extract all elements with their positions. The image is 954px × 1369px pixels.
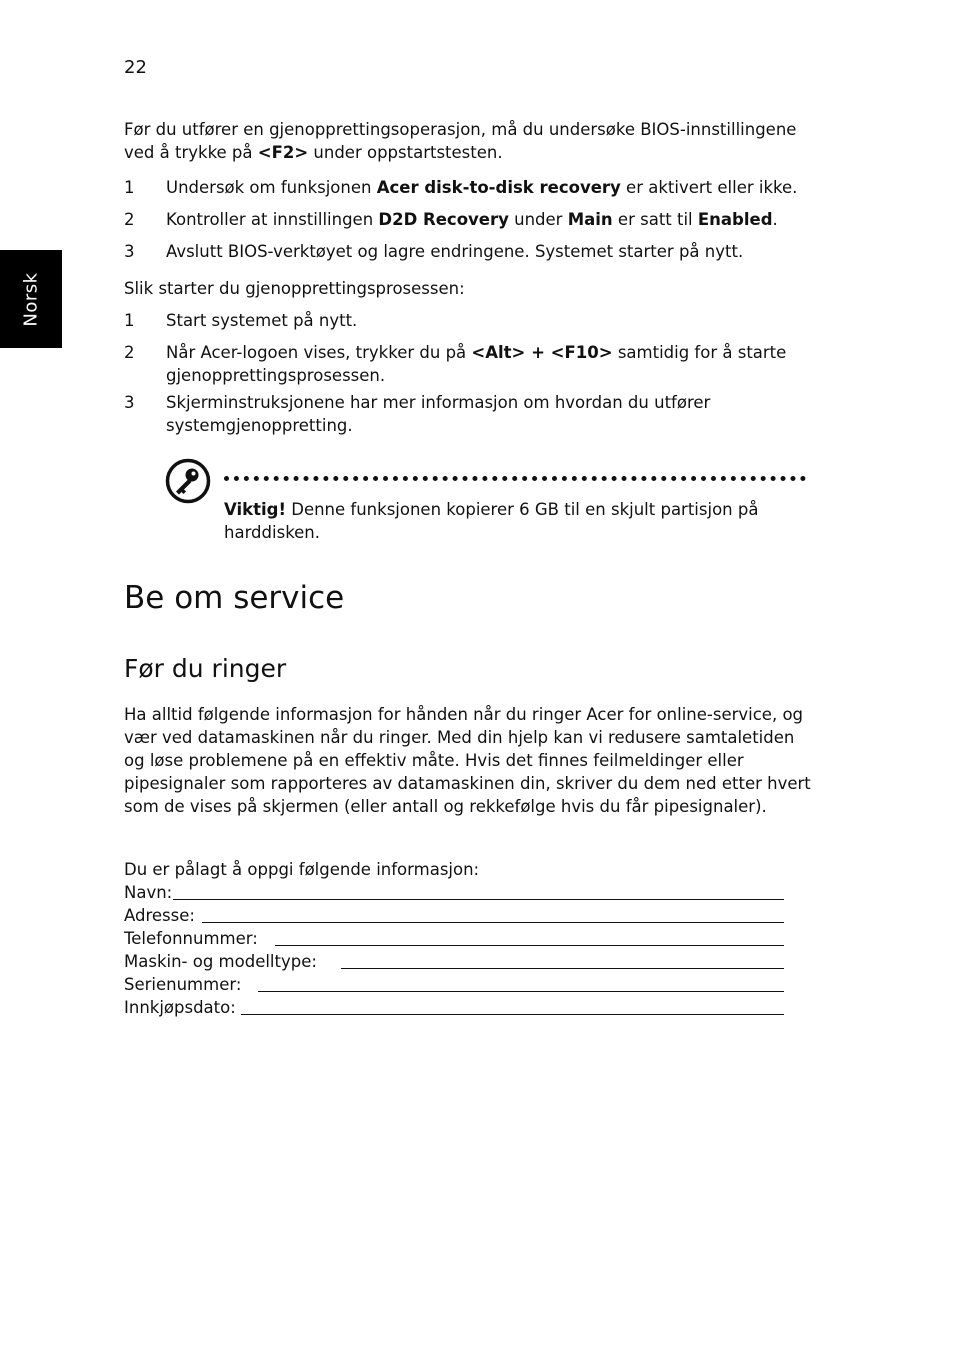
step-text: Når Acer-logoen vises, trykker du på <box>166 343 472 362</box>
form-field-model <box>124 950 814 973</box>
recovery-intro: Slik starter du gjenopprettingsprosessen: <box>124 279 465 298</box>
form-blank-line <box>275 945 784 946</box>
f2-key: <F2> <box>257 143 309 162</box>
intro-text-end: under oppstartstesten. <box>308 143 503 162</box>
form-blank-line <box>341 968 784 969</box>
step-number: 2 <box>124 210 135 229</box>
page-number: 22 <box>124 57 147 78</box>
form-label: Telefonnummer: <box>124 929 258 948</box>
form-field-phone <box>124 927 814 950</box>
step-keyword: Main <box>567 210 613 229</box>
step-keyword: D2D Recovery <box>378 210 509 229</box>
step-keyword: <Alt> + <F10> <box>471 343 613 362</box>
step-text: er satt til <box>612 210 698 229</box>
info-form <box>124 858 814 1019</box>
form-blank-line <box>241 1014 784 1015</box>
form-blank-line <box>173 899 784 900</box>
form-label: Maskin- og modelltype: <box>124 952 317 971</box>
key-icon <box>165 458 211 504</box>
form-blank-line <box>202 922 784 923</box>
form-field-address <box>124 904 814 927</box>
list-item <box>124 240 814 263</box>
language-side-tab <box>0 250 62 348</box>
step-number: 2 <box>124 343 135 362</box>
step-text: Avslutt BIOS-verktøyet og lagre endringene. Systemet starter på nytt. <box>166 242 744 261</box>
section-title: Be om service <box>124 580 345 616</box>
step-number: 3 <box>124 242 135 261</box>
bios-steps-list <box>124 176 814 263</box>
form-blank-line <box>258 991 784 992</box>
note-divider <box>224 476 806 481</box>
list-item <box>124 176 814 199</box>
note-text: Denne funksjonen kopierer 6 GB til en skjult partisjon på harddisken. <box>224 500 759 542</box>
form-label: Innkjøpsdato: <box>124 998 236 1017</box>
intro-text: Før du utfører en gjenopprettingsoperasjon, må du undersøke BIOS-innstillingene ved å trykke på <box>124 120 797 162</box>
section-subtitle: Før du ringer <box>124 654 287 683</box>
form-field-name <box>124 881 814 904</box>
step-text: Skjerminstruksjonene har mer informasjon om hvordan du utfører systemgjenoppretting. <box>166 393 711 435</box>
list-item <box>124 208 814 231</box>
step-text: Start systemet på nytt. <box>166 311 358 330</box>
step-number: 1 <box>124 311 135 330</box>
step-number: 1 <box>124 178 135 197</box>
service-paragraph: Ha alltid følgende informasjon for hånden når du ringer Acer for online-service, og vær ved datamaskinen når du ringer. Med din hjelp kan vi redusere samtaletiden og løse problemene på en effektiv måte. Hvis det finnes feilmeldinger eller pipesignaler som rapporteres av datamaskinen din, skriver du dem ned etter hvert som de vises på skjermen (eller antall og rekkefølge hvis du får pipesignaler). <box>124 705 811 816</box>
form-label: Adresse: <box>124 906 195 925</box>
step-keyword: Acer disk-to-disk recovery <box>376 178 621 197</box>
step-text: Kontroller at innstillingen <box>166 210 379 229</box>
step-keyword: Enabled <box>697 210 773 229</box>
form-intro: Du er pålagt å oppgi følgende informasjon: <box>124 860 480 879</box>
list-item <box>124 341 814 387</box>
step-text: Undersøk om funksjonen <box>166 178 377 197</box>
important-note <box>224 498 814 544</box>
step-text: samtidig for å starte gjenopprettingsprosessen. <box>166 343 787 385</box>
form-field-serial <box>124 973 814 996</box>
step-text: er aktivert eller ikke. <box>620 178 798 197</box>
intro-paragraph <box>124 118 814 164</box>
side-tab-label: Norsk <box>20 271 42 327</box>
list-item <box>124 391 814 437</box>
step-text: under <box>508 210 568 229</box>
form-label: Navn: <box>124 883 173 902</box>
recovery-steps-list <box>124 309 814 437</box>
list-item <box>124 309 814 332</box>
form-field-purchase-date <box>124 996 814 1019</box>
step-number: 3 <box>124 393 135 412</box>
form-label: Serienummer: <box>124 975 242 994</box>
note-label: Viktig! <box>224 500 286 519</box>
step-text: . <box>772 210 778 229</box>
